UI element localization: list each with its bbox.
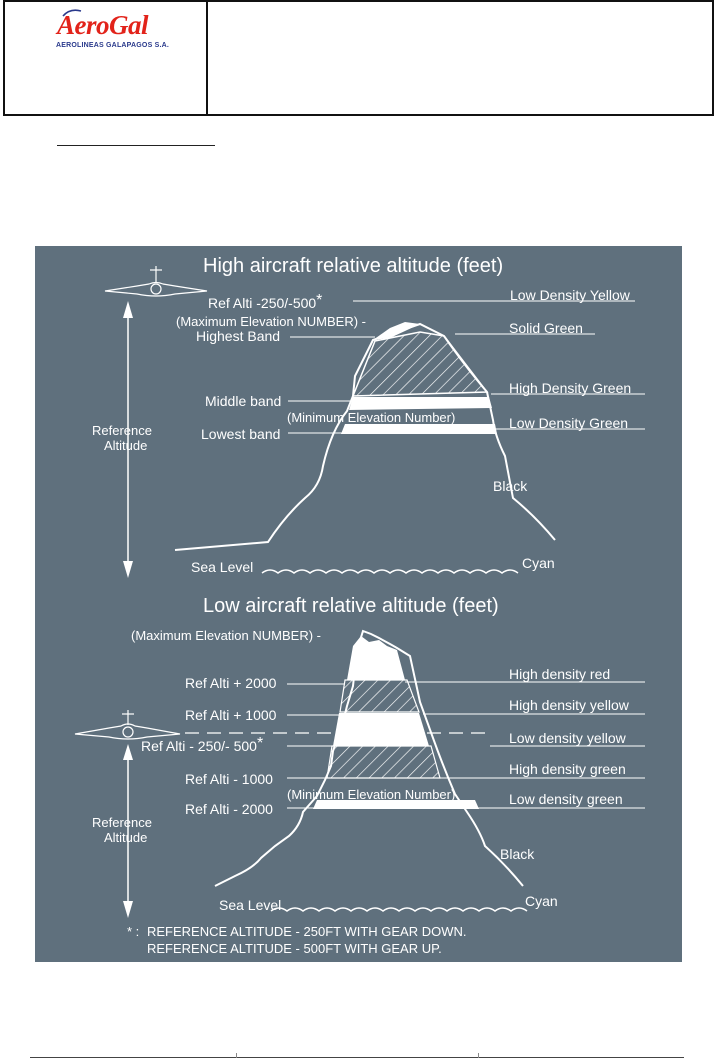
ref-plus-2000-label: Ref Alti + 2000 bbox=[185, 675, 277, 691]
reference-altitude-label: Reference bbox=[92, 815, 152, 830]
sea-waves bbox=[262, 570, 518, 573]
footer-divider bbox=[236, 1053, 237, 1058]
black-label: Black bbox=[493, 478, 528, 494]
aircraft-icon bbox=[75, 710, 180, 739]
highest-band-label: Highest Band bbox=[196, 328, 281, 344]
cyan-label: Cyan bbox=[525, 893, 558, 909]
reference-altitude-label: Reference bbox=[92, 423, 152, 438]
reference-altitude-label: Altitude bbox=[104, 830, 148, 845]
logo-text: AeroGal bbox=[57, 10, 148, 40]
top-title: High aircraft relative altitude (feet) bbox=[203, 255, 504, 277]
ref-250-500-label: Ref Alti - 250/- 500* bbox=[141, 735, 264, 754]
high-density-green-label: High density green bbox=[509, 761, 626, 777]
logo-subtitle: AEROLINEAS GALAPAGOS S.A. bbox=[56, 42, 169, 49]
terrain-mountain-bottom bbox=[215, 631, 523, 886]
solid-green-label: Solid Green bbox=[509, 320, 583, 336]
lowest-band-label: Lowest band bbox=[201, 426, 281, 442]
ref-plus-1000-label: Ref Alti + 1000 bbox=[185, 707, 277, 723]
ref-minus-1000-label: Ref Alti - 1000 bbox=[185, 771, 273, 787]
ref-alti-label: Ref Alti -250/-500* bbox=[208, 292, 323, 311]
bottom-title: Low aircraft relative altitude (feet) bbox=[203, 595, 499, 617]
high-density-yellow-label: High density yellow bbox=[509, 697, 629, 713]
reference-altitude-label: Altitude bbox=[104, 438, 148, 453]
logo-cell bbox=[5, 2, 208, 114]
sea-level-label: Sea Level bbox=[191, 559, 254, 575]
sea-waves bbox=[271, 908, 527, 911]
max-elevation-label: (Maximum Elevation NUMBER) - bbox=[131, 628, 321, 643]
footer-rule bbox=[30, 1057, 684, 1058]
sea-level-label: Sea Level bbox=[219, 897, 282, 913]
cyan-label: Cyan bbox=[522, 555, 555, 571]
high-density-red-label: High density red bbox=[509, 666, 611, 682]
aircraft-icon bbox=[105, 266, 207, 296]
ref-minus-2000-label: Ref Alti - 2000 bbox=[185, 801, 273, 817]
footnote-marker: * : bbox=[127, 924, 140, 939]
min-elevation-label: (Minimum Elevation Number) bbox=[287, 787, 456, 802]
middle-band-label: Middle band bbox=[205, 393, 282, 409]
low-density-yellow-label: Low density yellow bbox=[509, 730, 626, 746]
footnote-line-1: REFERENCE ALTITUDE - 250FT WITH GEAR DOWN. bbox=[147, 924, 467, 939]
low-density-yellow-label: Low Density Yellow bbox=[510, 287, 630, 303]
high-density-green-label: High Density Green bbox=[509, 380, 632, 396]
footnote-line-2: REFERENCE ALTITUDE - 500FT WITH GEAR UP. bbox=[147, 941, 442, 956]
footer-divider bbox=[478, 1053, 479, 1058]
section-heading-underline bbox=[57, 145, 215, 146]
min-elevation-label: (Minimum Elevation Number) bbox=[287, 410, 456, 425]
low-density-green-label: Low Density Green bbox=[509, 415, 629, 431]
black-label: Black bbox=[500, 846, 535, 862]
low-density-green-label: Low density green bbox=[509, 791, 623, 807]
document-header bbox=[3, 0, 714, 116]
terrain-display-diagram bbox=[35, 246, 682, 962]
max-elevation-label: (Maximum Elevation NUMBER) - bbox=[176, 314, 366, 329]
header-title-cell bbox=[208, 2, 712, 114]
